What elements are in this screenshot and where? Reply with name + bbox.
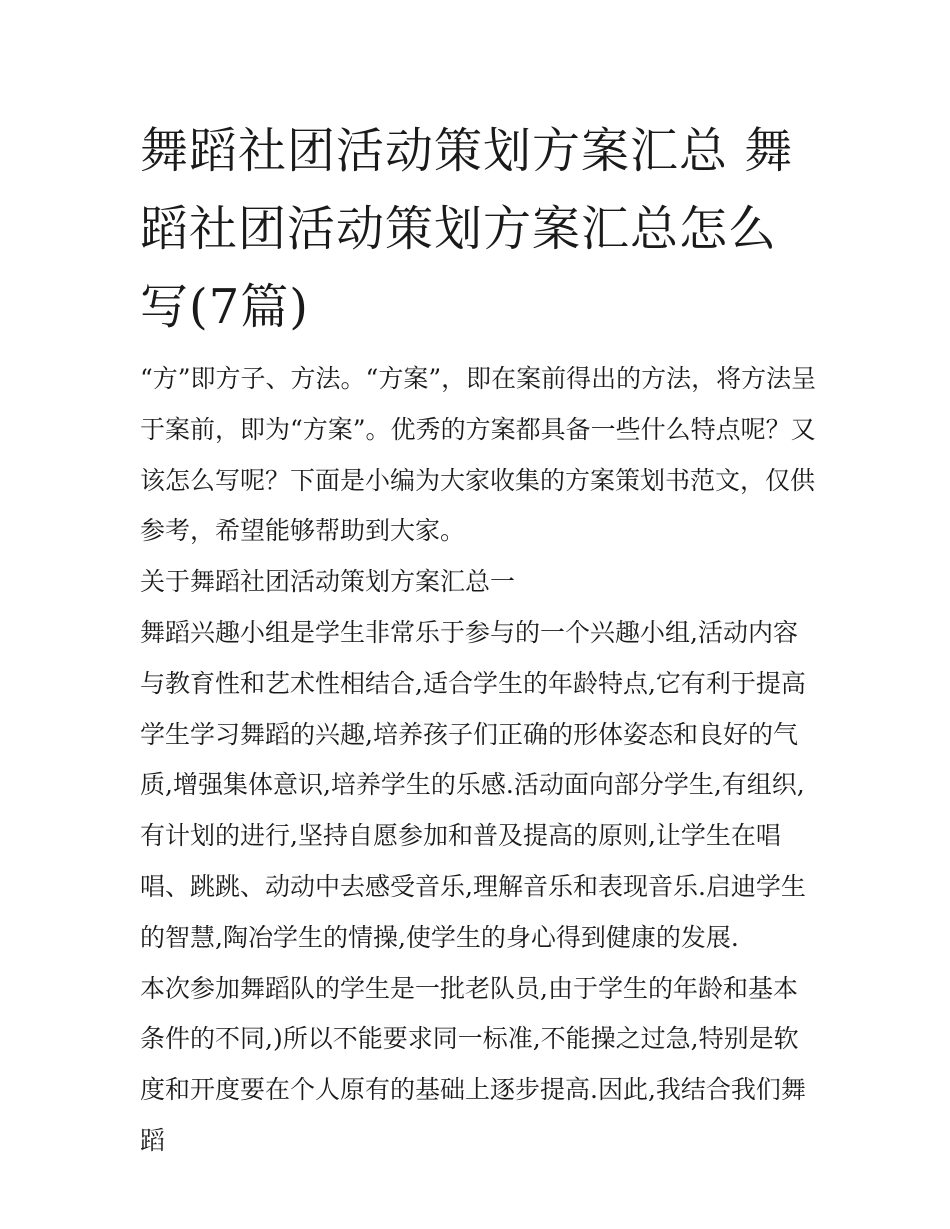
document-body <box>140 354 820 1167</box>
document-title: 舞蹈社团活动策划方案汇总 舞蹈社团活动策划方案汇总怎么写(7篇) <box>140 123 794 335</box>
section-heading: 关于舞蹈社团活动策划方案汇总一 <box>140 567 516 597</box>
body-paragraph-2: 本次参加舞蹈队的学生是一批老队员,由于学生的年龄和基本条件的不同,)所以不能要求同一标准,不能操之过急,特别是软度和开度要在个人原有的基础上逐步提高.因此,我结合我们舞蹈 <box>140 973 806 1155</box>
intro-paragraph: “方”即方子、方法。“方案”，即在案前得出的方法，将方法呈于案前，即为“方案”。优秀的方案都具备一些什么特点呢？又该怎么写呢？下面是小编为大家收集的方案策划书范文，仅供参考，希望能够帮助到大家。 <box>140 364 817 546</box>
body-paragraph-1: 舞蹈兴趣小组是学生非常乐于参与的一个兴趣小组,活动内容与教育性和艺术性相结合,适合学生的年龄特点,它有利于提高学生学习舞蹈的兴趣,培养孩子们正确的形体姿态和良好的气质,增强集体意识,培养学生的乐感.活动面向部分学生,有组织,有计划的进行,坚持自愿参加和普及提高的原则,让学生在唱唱、跳跳、动动中去感受音乐,理解音乐和表现音乐.启迪学生的智慧,陶冶学生的情操,使学生的身心得到健康的发展. <box>140 617 806 952</box>
